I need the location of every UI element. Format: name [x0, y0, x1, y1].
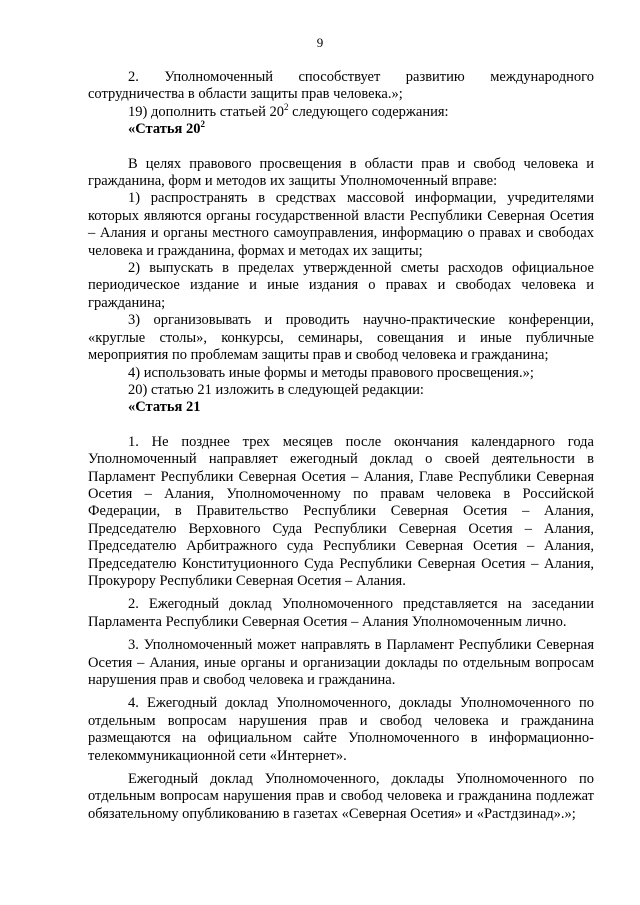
paragraph-item-1: 1) распространять в средствах массовой информации, учредителями которых являются органы государственной власти Республики Северная Осетия – Алания и органы местного самоуправления, информацию о правах и свободах человека и гражданина, формах и методах их защиты; [88, 190, 594, 259]
article-21-heading: «Статья 21 [128, 399, 201, 416]
paragraph-report-presentation: 2. Ежегодный доклад Уполномоченного представляется на заседании Парламента Республики Северная Осетия – Алания Уполномоченным лично. [88, 596, 594, 630]
paragraph-intl-cooperation: 2. Уполномоченный способствует развитию международного сотрудничества в области защиты прав человека.»; [88, 69, 594, 103]
superscript: 2 [284, 101, 289, 112]
document-body [88, 69, 594, 823]
paragraph-special-reports: 3. Уполномоченный может направлять в Парламент Республики Северная Осетия – Алания, иные органы и организации доклады по отдельным вопросам нарушения прав и свобод человека и гражданина. [88, 637, 594, 688]
article-20-2-heading: «Статья $20^2$ [128, 119, 205, 138]
paragraph-annual-report-recipients: 1. Не позднее трех месяцев после окончания календарного года Уполномоченный направляет ежегодный доклад о своей деятельности в Парламент Республики Северная Осетия – Алания, Главе Республики Северная Осетия – Алания, Уполномоченному по правам человека в Российской Федерации, в Правительство Республики Северная Осетия – Алания, Председателю Верховного Суда Республики Северная Осетия – Алания, Председателю Арбитражного суда Республики Северная Осетия – Алания, Председателю Конституционного Суда Республики Северная Осетия – Алания, Прокурору Республики Северная Осетия – Алания. [88, 433, 594, 589]
paragraph-item-4: 4) использовать иные формы и методы правового просвещения.»; [128, 364, 534, 381]
superscript: 2 [200, 119, 205, 130]
paragraph-item-3: 3) организовывать и проводить научно-практические конференции, «круглые столы», конкурсы, семинары, совещания и иные публичные мероприятия по проблемам защиты прав и свобод человека и гражданина; [88, 312, 594, 364]
paragraph-report-publication-newspapers: Ежегодный доклад Уполномоченного, доклады Уполномоченного по отдельным вопросам нарушения прав и свобод человека и гражданина подлежат обязательному опубликованию в газетах «Северная Осетия» и «Растдзинад».»; [88, 771, 594, 822]
paragraph-amendment-19: 19) дополнить статьей $20^2$ следующего содержания: [128, 101, 449, 120]
page-number: 9 [316, 35, 324, 50]
paragraph-amendment-20: 20) статью 21 изложить в следующей редакции: [128, 381, 424, 398]
paragraph-item-2: 2) выпускать в пределах утвержденной сметы расходов официальное периодическое издание и иные издания о правах и свободах человека и гражданина; [88, 260, 594, 311]
paragraph-legal-education-intro: В целях правового просвещения в области прав и свобод человека и гражданина, форм и методов их защиты Уполномоченный вправе: [88, 155, 594, 190]
paragraph-report-publication-online: 4. Ежегодный доклад Уполномоченного, доклады Уполномоченного по отдельным вопросам нарушения прав и свобод человека и гражданина размещаются на официальном сайте Уполномоченного в информационно-телекоммуникационной сети «Интернет». [88, 695, 594, 764]
